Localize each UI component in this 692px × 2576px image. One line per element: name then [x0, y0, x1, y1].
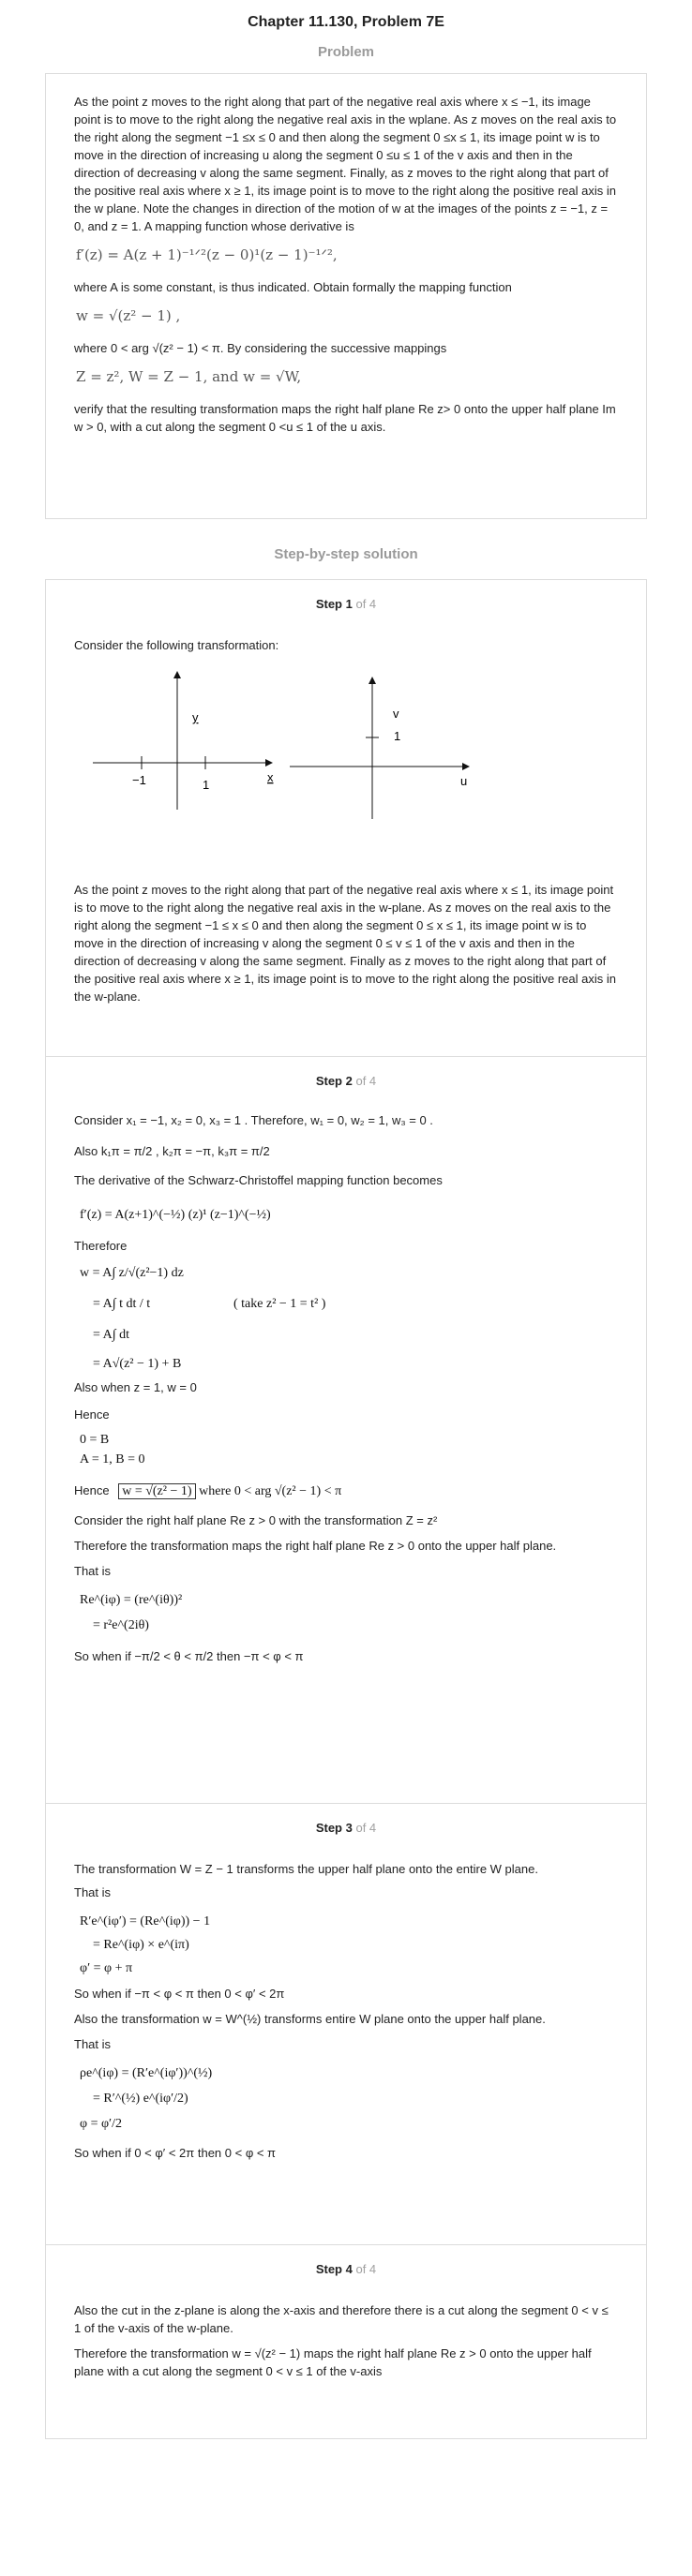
- u-axis-label: u: [460, 774, 468, 788]
- step-3-eq-2: = Re^(iφ) × e^(iπ): [93, 1938, 189, 1952]
- y-axis-label: y: [192, 710, 199, 724]
- step-3-line-so-when-2: So when if 0 < φ′ < 2π then 0 < φ < π: [74, 2146, 277, 2160]
- step-4-line-1: Also the cut in the z-plane is along the x-axis and therefore there is a cut along the segment 0 < v ≤ 1 of the v-axis of the w-plane.: [74, 2303, 609, 2335]
- neg-one-label: −1: [132, 773, 146, 787]
- step-4-label: Step 4: [315, 2262, 353, 2276]
- step-2-arg-condition: where 0 < arg √(z² − 1) < π: [199, 1484, 342, 1498]
- step-2-b-zero: 0 = B: [80, 1433, 110, 1447]
- solution-box: [45, 579, 647, 2439]
- step-2-line-right-half: Consider the right half plane Re z > 0 with the transformation Z = z²: [74, 1513, 438, 1527]
- step-3-label: Step 3: [315, 1821, 353, 1835]
- step-2-polar-1: Re^(iφ) = (re^(iθ))²: [80, 1593, 183, 1607]
- step-2-line-that-is: That is: [74, 1564, 112, 1578]
- problem-equation-1: f′(z) = A(z + 1)⁻¹ᐟ²(z − 0)¹(z − 1)⁻¹ᐟ²,: [76, 246, 338, 263]
- problem-paragraph-3: where 0 < arg √(z² − 1) < π. By considering the successive mappings: [74, 341, 447, 355]
- step-3-eq-5: = R′^(½) e^(iφ′/2): [93, 2092, 188, 2106]
- step-3-of: of 4: [355, 1821, 377, 1835]
- mapping-figure: [74, 660, 618, 875]
- step-3-line-2: That is: [74, 1885, 112, 1899]
- step-2-integral-1: w = A∫ z/√(z²−1) dz: [80, 1266, 184, 1280]
- step-1-label: Step 1: [315, 597, 353, 611]
- step-3-line-so-when-1: So when if −π < φ < π then 0 < φ′ < 2π: [74, 1987, 285, 2001]
- step-2-line-when: Also when z = 1, w = 0: [74, 1380, 197, 1394]
- step-3-eq-6: φ = φ′/2: [80, 2117, 123, 2131]
- step-2-header: [74, 1057, 618, 1100]
- w-one-label: 1: [394, 729, 401, 743]
- v-axis-label: v: [393, 707, 399, 721]
- step-2-substitution: ( take z² − 1 = t² ): [233, 1297, 326, 1311]
- step-2-line-3: The derivative of the Schwarz-Christoffel mapping function becomes: [74, 1173, 443, 1187]
- problem-equation-3: Z = z², W = Z − 1, and w = √W,: [76, 368, 302, 385]
- step-4-line-2: Therefore the transformation w = √(z² − 1) maps the right half plane Re z > 0 onto the upper half plane with a cut along the segment 0 < v ≤ 1 of the v-axis: [74, 2346, 592, 2378]
- step-2-line-therefore: Therefore: [74, 1239, 128, 1253]
- step-4: [46, 2245, 646, 2438]
- z-plane-axes: [93, 671, 273, 810]
- step-2-line-1: Consider x₁ = −1, x₂ = 0, x₃ = 1 . Therefore, w₁ = 0, w₂ = 1, w₃ = 0 .: [74, 1113, 433, 1127]
- one-label: 1: [203, 778, 210, 792]
- step-3: [46, 1804, 646, 2245]
- step-3-eq-3: φ′ = φ + π: [80, 1961, 133, 1975]
- step-2-integral-3: = A∫ dt: [93, 1328, 129, 1342]
- step-2-line-so-when: So when if −π/2 < θ < π/2 then −π < φ < π: [74, 1649, 304, 1663]
- step-4-of: of 4: [355, 2262, 377, 2276]
- step-3-eq-1: R′e^(iφ′) = (Re^(iφ)) − 1: [80, 1914, 211, 1928]
- solution-heading: Step-by-step solution: [274, 546, 418, 562]
- step-1-of: of 4: [355, 597, 377, 611]
- step-2-result-row: [74, 1482, 618, 1500]
- problem-heading: Problem: [317, 44, 374, 60]
- step-1-intro: Consider the following transformation:: [74, 638, 279, 652]
- step-2-line-maps: Therefore the transformation maps the right half plane Re z > 0 onto the upper half plane.: [74, 1539, 557, 1553]
- step-2-line-2: Also k₁π = π/2 , k₂π = −π, k₃π = π/2: [74, 1144, 270, 1158]
- step-1: [46, 580, 646, 1057]
- problem-paragraph-4: verify that the resulting transformation maps the right half plane Re z> 0 onto the upper half plane Im w > 0, with a cut along the segment 0 <u ≤ 1 of the u axis.: [74, 402, 616, 434]
- step-2-polar-2: = r²e^(2iθ): [93, 1618, 149, 1632]
- step-2-boxed-result: w = √(z² − 1): [118, 1483, 195, 1499]
- problem-paragraph-2: where A is some constant, is thus indicated. Obtain formally the mapping function: [74, 280, 512, 294]
- step-3-line-8: That is: [74, 2037, 112, 2051]
- w-plane-axes: [290, 677, 470, 819]
- step-2-integral-2: = A∫ t dt / t: [93, 1297, 151, 1311]
- step-2-of: of 4: [355, 1074, 377, 1088]
- step-2-constants: A = 1, B = 0: [80, 1452, 145, 1467]
- problem-paragraph-1: As the point z moves to the right along that part of the negative real axis where x ≤ −1, its image point is to move to the right along the negative real axis in the wplane. As z moves on the real axis to the right along the segment −1 ≤x ≤ 0 and then along the segment 0 ≤x ≤ 1, its image point w is to move in the direction of increasing u along the segment 0 ≤u ≤ 1 of the v axis and then in the direction of decreasing v along the same segment. Finally, as z moves to the right along that part of the positive real axis where x ≥ 1, its image point is to move to the right along the positive real axis in the w plane. Note the changes in direction of the motion of w at the images of the points z = −1, z = 0, and z = 1. A mapping function whose derivative is: [74, 95, 617, 233]
- problem-equation-2: w = √(z² − 1) ,: [76, 307, 181, 324]
- step-2-integral-4: = A√(z² − 1) + B: [93, 1357, 182, 1371]
- step-4-header: [74, 2245, 618, 2288]
- step-3-line-1: The transformation W = Z − 1 transforms the upper half plane onto the entire W plane.: [74, 1862, 538, 1876]
- step-3-line-7: Also the transformation w = W^(½) transforms entire W plane onto the upper half plane.: [74, 2012, 546, 2026]
- step-2-integral-2-row: [74, 1295, 618, 1313]
- page-title: Chapter 11.130, Problem 7E: [248, 14, 444, 30]
- x-axis-label: x: [267, 770, 274, 784]
- step-2-derivative: f′(z) = A(z+1)^(−½) (z)¹ (z−1)^(−½): [80, 1208, 271, 1222]
- step-2-line-hence: Hence: [74, 1407, 110, 1422]
- step-3-eq-4: ρe^(iφ) = (R′e^(iφ′))^(½): [80, 2066, 213, 2080]
- step-2-hence-label: Hence: [74, 1483, 110, 1497]
- step-2: [46, 1057, 646, 1804]
- step-3-header: [74, 1804, 618, 1847]
- step-1-paragraph: As the point z moves to the right along that part of the negative real axis where x ≤ 1, its image point is to move to the right along the negative real axis in the w-plane. As z moves on the real axis to the right along the segment −1 ≤ x ≤ 0 and then along the segment 0 ≤ x ≤ 1, its image point w is to move in the direction of increasing v along the segment 0 ≤ v ≤ 1 of the v axis and then in the direction of decreasing v along the same segment. Finally as z moves to the right along that part of the positive real axis where x ≥ 1, its image point is to move to the right along the positive real axis in the w-plane.: [74, 883, 616, 1004]
- step-2-label: Step 2: [315, 1074, 353, 1088]
- problem-box: [45, 73, 647, 519]
- step-1-header: [74, 580, 618, 623]
